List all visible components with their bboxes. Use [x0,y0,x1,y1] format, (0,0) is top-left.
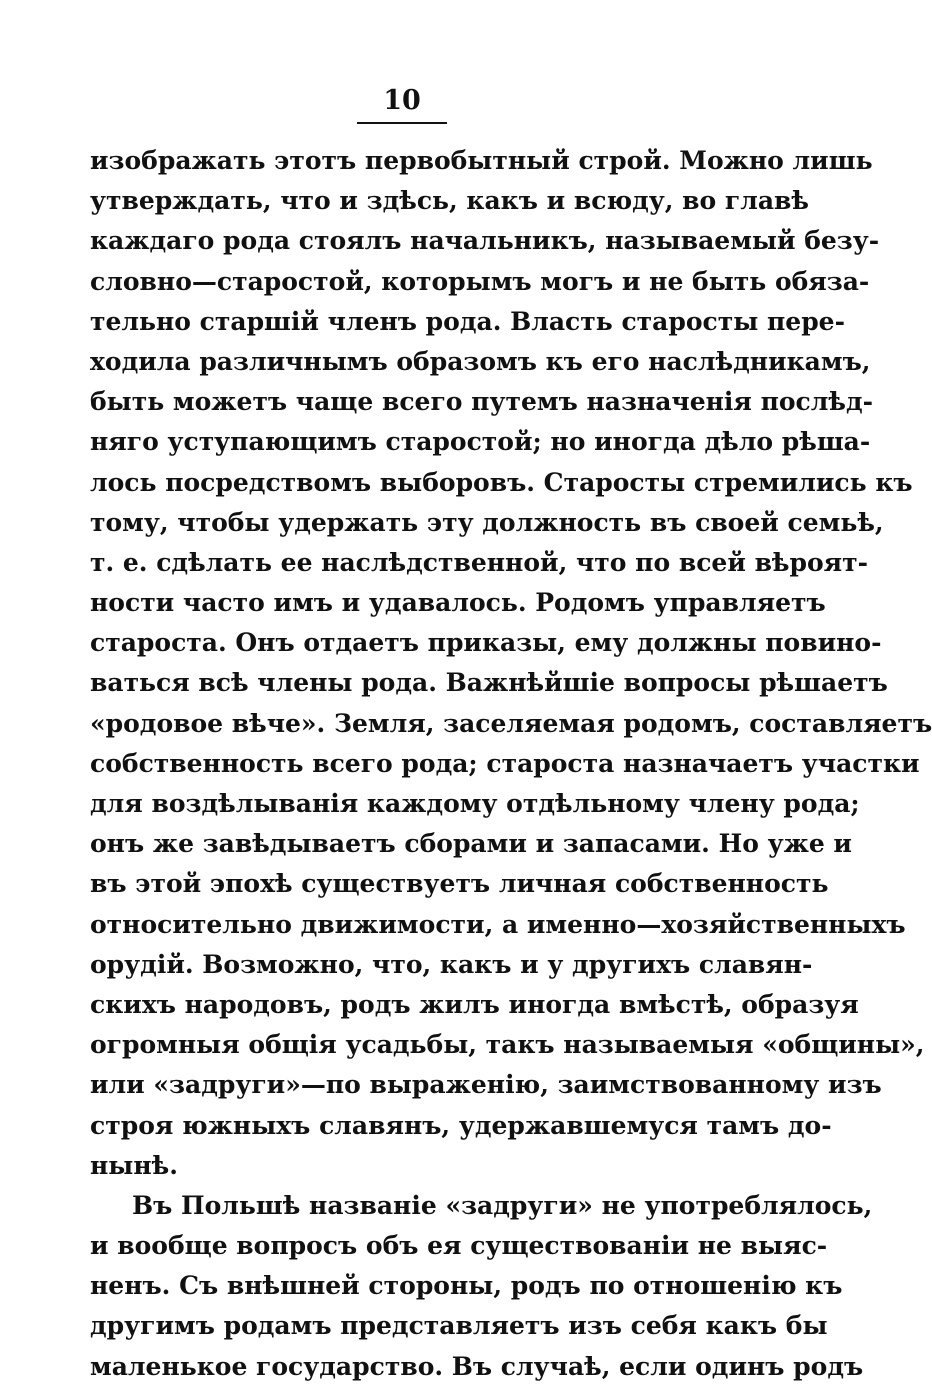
text-line: лось посредствомъ выборовъ. Старосты стремились къ [90,467,913,497]
page-number-rule [357,122,447,124]
text-line: ваться всѣ члены рода. Важнѣйшіе вопросы рѣшаетъ [90,668,888,698]
text-line: т. е. сдѣлать ее наслѣдственной, что по всей вѣроят- [90,547,869,577]
text-line: огромныя общія усадьбы, такъ называемыя «общины», [90,1030,925,1060]
text-line: няго уступающимъ старостой; но иногда дѣло рѣша- [90,427,871,457]
text-line: строя южныхъ славянъ, удержавшемуся тамъ до- [90,1110,832,1140]
text-line: относительно движимости, а именно—хозяйственныхъ [90,909,906,939]
text-line: собственность всего рода; староста назначаетъ участки [90,748,920,778]
text-line: «родовое вѣче». Земля, заселяемая родомъ, составляетъ [90,708,932,738]
text-line: тому, чтобы удержать эту должность въ своей семьѣ, [90,507,884,537]
text-line: изображать этотъ первобытный строй. Можно лишь [90,146,873,175]
text-line: скихъ народовъ, родъ жилъ иногда вмѣстѣ, образуя [90,989,859,1019]
body-text [90,141,932,1387]
text-line: другимъ родамъ представляетъ изъ себя какъ бы [90,1311,828,1341]
text-line: для воздѣлыванія каждому отдѣльному члену рода; [90,789,860,818]
text-line: или «задруги»—по выраженію, заимствованному изъ [90,1070,882,1100]
text-line: орудій. Возможно, что, какъ и у другихъ славян- [90,949,813,979]
text-line: быть можетъ чаще всего путемъ назначенія послѣд- [90,387,874,417]
text-line: ненъ. Съ внѣшней стороны, родъ по отношенію къ [90,1271,843,1301]
text-line: тельно старшій членъ рода. Власть старосты пере- [90,306,845,336]
text-line: староста. Онъ отдаетъ приказы, ему должны повино- [90,628,882,658]
text-line: онъ же завѣдываетъ сборами и запасами. Но уже и [90,829,852,859]
text-line: въ этой эпохѣ существуетъ личная собственность [90,869,829,899]
text-line: словно—старостой, которымъ могъ и не быть обяза- [90,266,870,296]
text-line: Въ Польшѣ названіе «задруги» не употреблялось, [132,1190,873,1220]
text-line: утверждать, что и здѣсь, какъ и всюду, во главѣ [90,186,810,216]
paragraph [90,1186,873,1387]
text-line: каждаго рода стоялъ начальникъ, называемый безу- [90,226,880,256]
text-line: ходила различнымъ образомъ къ его наслѣдникамъ, [90,346,871,376]
text-line: нынѣ. [90,1150,178,1180]
text-line: маленькое государство. Въ случаѣ, если одинъ родъ [90,1351,864,1381]
page-number: 10 [383,85,421,116]
text-line: ности часто имъ и удавалось. Родомъ управляетъ [90,588,826,618]
text-line: и вообще вопросъ объ ея существованіи не выяс- [90,1231,828,1261]
paragraph [90,141,932,1186]
